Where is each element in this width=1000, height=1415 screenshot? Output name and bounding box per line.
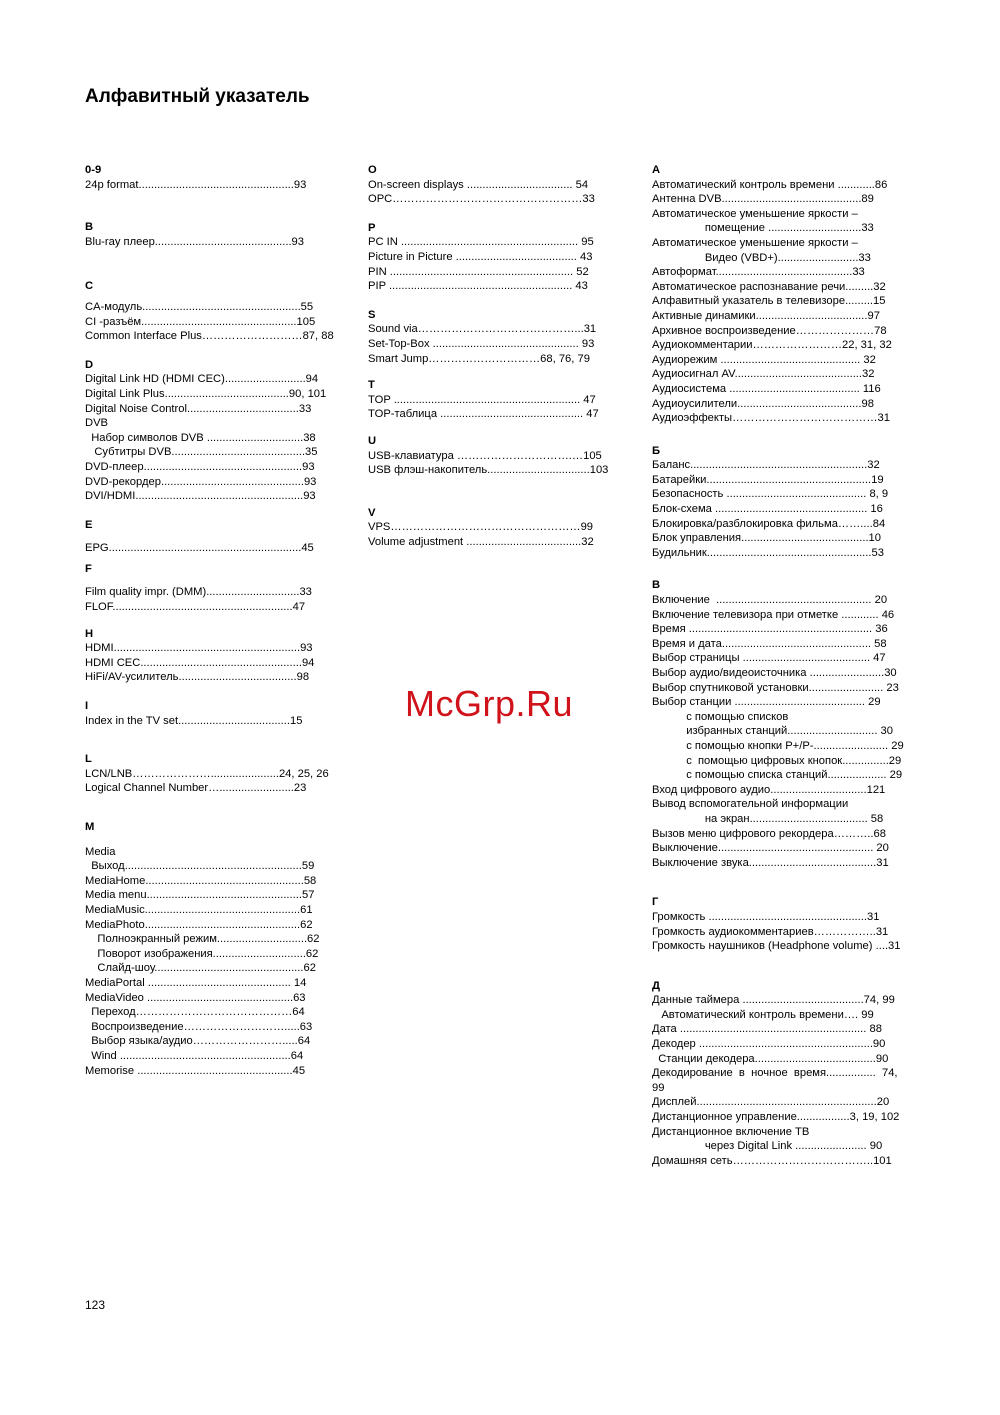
index-entry: Данные таймера .......................................74, 99 (652, 994, 895, 1007)
index-entry: Wind .......................................................64 (85, 1049, 304, 1062)
index-entry: Smart Jump…………………………68, 76, 79 (368, 352, 590, 365)
index-entry: Воспроизведение……………………….....63 (85, 1020, 313, 1033)
section-letter: P (368, 221, 376, 234)
index-entry: Выбор языка/аудио…………………….....64 (85, 1035, 311, 1048)
index-section (85, 163, 350, 192)
section-letter: F (85, 562, 92, 575)
index-entry: Декодирование в ночное время................ 74, (652, 1067, 898, 1080)
index-entry: Видео (VBD+)..........................33 (652, 251, 871, 264)
index-entry: CI -разъём..................................................105 (85, 315, 316, 328)
index-entry: DVB (85, 417, 109, 430)
index-entry: Переход……………………………………64 (85, 1006, 305, 1019)
index-entry: Декодер ........................................................90 (652, 1038, 886, 1051)
index-entry: Sound via……………………………………...31 (368, 323, 597, 336)
index-entry: HDMI............................................................93 (85, 642, 313, 655)
index-entry: Выбор станции .......................................... 29 (652, 696, 881, 709)
index-section (85, 562, 350, 615)
index-entry: Выход.........................................................59 (85, 860, 315, 873)
index-entry: CA-модуль...................................................55 (85, 300, 314, 313)
index-section (85, 820, 350, 1078)
index-section (368, 163, 626, 207)
index-entry: Common Interface Plus………………………87, 88 (85, 330, 334, 343)
index-entry: Безопасность ............................................. 8, 9 (652, 488, 889, 501)
section-letter: T (368, 379, 375, 392)
index-entry: Слайд-шоу................................................62 (85, 962, 316, 975)
index-entry: MediaMusic..................................................61 (85, 903, 313, 916)
index-entry: HDMI CEC....................................................94 (85, 656, 315, 669)
index-entry: Станции декодера.......................................90 (652, 1052, 889, 1065)
index-entry: USB флэш-накопитель.................................103 (368, 464, 609, 477)
index-section (85, 518, 350, 556)
index-entry: Digital Link Plus........................................90, 101 (85, 387, 327, 400)
section-letter: 0-9 (85, 164, 102, 176)
page-title: Алфавитный указатель (85, 86, 310, 107)
index-section (652, 578, 918, 870)
index-entry: Digital Noise Control....................................33 (85, 402, 312, 415)
section-letter: А (652, 164, 661, 176)
index-entry: Архивное воспроизведение…………………78 (652, 324, 887, 337)
index-entry: Дистанционное включение ТВ (652, 1125, 810, 1138)
watermark: McGrp.Ru (405, 683, 574, 724)
index-section (368, 221, 626, 294)
index-entry: TOP ............................................................ 47 (368, 393, 596, 406)
index-column-3 (652, 163, 918, 1168)
index-entry: 99 (652, 1081, 665, 1094)
index-entry: Дата ............................................................ 88 (652, 1023, 882, 1036)
index-entry: Автоматическое уменьшение яркости – (652, 207, 858, 220)
index-entry: Алфавитный указатель в телевизоре.........15 (652, 295, 886, 308)
index-entry: DVI/HDMI......................................................93 (85, 490, 316, 503)
index-entry: Дистанционное управление.................3, 19, 102 (652, 1111, 900, 1124)
index-entry: Включение .................................................. 20 (652, 594, 888, 607)
index-section (85, 627, 350, 685)
index-entry: Выключение.................................................. 20 (652, 842, 889, 855)
index-entry: Index in the TV set....................................15 (85, 714, 303, 727)
section-letter: В (652, 579, 661, 592)
index-entry: с помощью списка станций................... 29 (652, 769, 903, 782)
index-section (368, 378, 626, 422)
index-entry: с помощью цифровых кнопок...............29 (652, 754, 902, 767)
index-column-1 (85, 163, 350, 1078)
index-entry: TOP-таблица .............................................. 47 (368, 408, 599, 421)
index-entry: 24p format..................................................93 (85, 178, 307, 191)
index-entry: Volume adjustment .....................................32 (368, 535, 594, 548)
index-entry: OPC……………………………………………33 (368, 193, 595, 206)
index-entry: Блок управления.........................................10 (652, 532, 881, 545)
index-entry: DVD-плеер...................................................93 (85, 460, 315, 473)
index-entry: LCN/LNB…………………......................24, 25, 26 (85, 767, 329, 780)
index-entry: Блокировка/разблокировка фильма……....84 (652, 517, 886, 530)
index-entry: Автоматический контроль времени…. 99 (652, 1008, 874, 1021)
section-letter: Д (652, 979, 660, 992)
index-entry: Будильник.....................................................53 (652, 546, 884, 559)
index-entry: Logical Channel Number…........................23 (85, 782, 307, 795)
index-entry: Аудиоэффекты…………………………………31 (652, 412, 890, 425)
index-entry: Media menu..................................................57 (85, 889, 315, 902)
section-letter: H (85, 627, 94, 640)
index-entry: PC IN ......................................................... 95 (368, 236, 594, 249)
index-entry: On-screen displays .................................. 54 (368, 178, 589, 191)
index-section (85, 279, 350, 343)
index-entry: PIP ........................................................... 43 (368, 280, 588, 293)
section-letter: Г (652, 896, 659, 909)
section-letter: E (85, 518, 93, 531)
index-entry: с помощью кнопки Р+/Р-........................ 29 (652, 739, 904, 752)
index-section (652, 895, 918, 953)
index-entry: VPS……………………………………………99 (368, 521, 594, 534)
section-letter: Б (652, 444, 661, 457)
index-entry: Вызов меню цифрового рекордера………..68 (652, 827, 886, 840)
index-entry: Домашняя сеть………………………………..101 (652, 1154, 892, 1167)
index-entry: Автоматическое уменьшение яркости – (652, 236, 858, 249)
index-section (652, 163, 918, 426)
section-letter: L (85, 753, 92, 766)
index-section (652, 979, 918, 1169)
index-entry: Digital Link HD (HDMI CEC)..........................94 (85, 373, 319, 386)
index-entry: Аудиокомментарии……………………22, 31, 32 (652, 339, 892, 352)
index-section (85, 220, 350, 249)
index-entry: PIN ........................................................... 52 (368, 265, 589, 278)
index-entry: Set-Top-Box ............................................... 93 (368, 337, 595, 350)
index-entry: Film quality impr. (DMM)..............................33 (85, 586, 312, 599)
index-entry: Антенна DVB.............................................89 (652, 193, 874, 206)
index-entry: Выбор аудио/видеоисточника ........................30 (652, 667, 897, 679)
index-entry: на экран...................................... 58 (652, 812, 884, 825)
index-entry: Вывод вспомогательной информации (652, 798, 849, 811)
index-entry: Время ........................................................... 36 (652, 623, 888, 636)
index-entry: Выключение звука.........................................31 (652, 856, 889, 869)
section-letter: C (85, 280, 94, 293)
index-entry: Автоформат............................................33 (652, 266, 865, 279)
index-section (85, 752, 350, 796)
section-letter: O (368, 164, 377, 176)
index-entry: Набор символов DVB ...............................38 (85, 431, 316, 444)
index-entry: Дисплей..........................................................20 (652, 1096, 890, 1109)
index-entry: MediaHome...................................................58 (85, 874, 317, 887)
index-section (85, 699, 350, 728)
index-entry: MediaVideo ...............................................63 (85, 991, 306, 1004)
index-entry: с помощью списков (652, 710, 789, 723)
index-entry: FLOF..........................................................47 (85, 601, 306, 614)
index-entry: Громкость ...................................................31 (652, 910, 880, 923)
index-entry: помещение ..............................33 (652, 222, 874, 235)
section-letter: S (368, 308, 376, 321)
index-entry: Выбор спутниковой установки........................ 23 (652, 681, 899, 694)
index-entry: Picture in Picture ....................................... 43 (368, 250, 593, 263)
section-letter: I (85, 700, 89, 713)
index-column-2 (368, 163, 626, 549)
index-entry: Выбор страницы ......................................... 47 (652, 652, 886, 665)
index-entry: Поворот изображения..............................62 (85, 947, 319, 960)
index-entry: Media (85, 845, 116, 858)
index-section (652, 444, 918, 561)
index-entry: MediaPhoto..................................................62 (85, 918, 313, 931)
index-entry: Аудиосистема .......................................... 116 (652, 382, 881, 395)
section-letter: V (368, 506, 376, 519)
index-entry: избранных станций............................. 30 (652, 725, 893, 738)
section-letter: B (85, 221, 94, 234)
index-entry: Blu-ray плеер............................................93 (85, 235, 305, 248)
index-entry: Автоматическое распознавание речи.........32 (652, 280, 886, 293)
index-entry: HiFi/AV-усилитель......................................98 (85, 671, 310, 684)
page-number: 123 (85, 1298, 106, 1312)
index-entry: DVD-рекордер..............................................93 (85, 475, 317, 488)
index-entry: EPG..............................................................45 (85, 542, 314, 555)
index-entry: Вход цифрового аудио...............................121 (652, 783, 886, 796)
index-entry: Полноэкранный режим.............................62 (85, 933, 320, 946)
index-entry: Время и дата................................................ 58 (652, 637, 887, 650)
index-entry: Автоматический контроль времени ............86 (652, 178, 888, 191)
index-entry: через Digital Link ....................... 90 (652, 1140, 883, 1153)
index-entry: Аудиосигнал AV.........................................32 (652, 368, 875, 381)
index-section (368, 506, 626, 550)
index-entry: Блок-схема ................................................. 16 (652, 503, 883, 516)
index-entry: Громкость аудиокомментариев……………..31 (652, 925, 889, 938)
index-entry: MediaPortal .............................................. 14 (85, 976, 307, 989)
index-entry: Батарейки.....................................................19 (652, 473, 884, 486)
index-entry: Включение телевизора при отметке ............ 46 (652, 608, 895, 621)
section-letter: M (85, 821, 95, 833)
index-entry: Активные динамики....................................97 (652, 309, 880, 322)
index-entry: Memorise ..................................................45 (85, 1064, 306, 1077)
index-entry: Громкость наушников (Headphone volume) ....31 (652, 940, 901, 953)
section-letter: D (85, 358, 94, 371)
index-entry: USB-клавиатура ………………………….…105 (368, 449, 602, 462)
index-entry: Баланс.........................................................32 (652, 459, 880, 472)
index-entry: Аудиоусилители........................................98 (652, 397, 874, 410)
index-entry: Аудиорежим ............................................. 32 (652, 353, 876, 366)
index-entry: Субтитры DVB...........................................35 (85, 446, 318, 459)
section-letter: U (368, 434, 377, 447)
index-section (85, 358, 350, 504)
index-section (368, 308, 626, 366)
index-section (368, 434, 626, 478)
